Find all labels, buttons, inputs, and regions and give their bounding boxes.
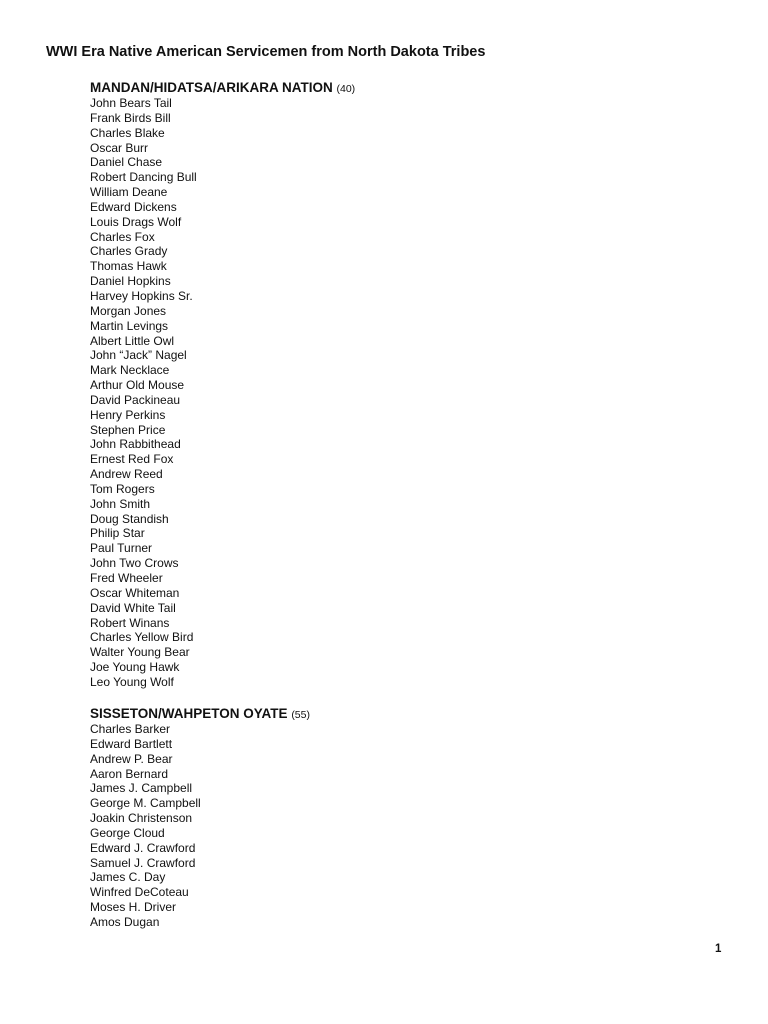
section-count: (55) (291, 709, 310, 721)
serviceman-name: Charles Fox (90, 229, 155, 244)
section-count: (40) (336, 83, 356, 95)
serviceman-name: John Bears Tail (90, 96, 172, 110)
serviceman-name: Harvey Hopkins Sr. (90, 288, 193, 303)
serviceman-name: James J. Campbell (90, 781, 193, 796)
serviceman-name: David White Tail (90, 600, 176, 615)
serviceman-name: Edward J. Crawford (90, 840, 196, 855)
document-title: WWI Era Native American Servicemen from North Dakota Tribes (46, 44, 486, 60)
serviceman-name: Andrew P. Bear (90, 751, 173, 766)
serviceman-name: Oscar Whiteman (90, 585, 180, 600)
serviceman-name: Leo Young Wolf (90, 674, 174, 689)
serviceman-name: Albert Little Owl (90, 333, 175, 348)
serviceman-name: Ernest Red Fox (90, 452, 174, 467)
serviceman-name: William Deane (90, 185, 168, 200)
serviceman-name: Tom Rogers (90, 481, 155, 496)
serviceman-name: Edward Bartlett (90, 736, 173, 751)
serviceman-name: Doug Standish (90, 511, 169, 526)
serviceman-name: Moses H. Driver (90, 900, 177, 915)
serviceman-name: Arthur Old Mouse (90, 378, 185, 393)
section-heading (90, 79, 355, 96)
serviceman-name: Robert Dancing Bull (90, 170, 197, 185)
serviceman-name: Fred Wheeler (90, 571, 163, 585)
name-list (90, 96, 355, 690)
serviceman-name: Daniel Hopkins (90, 274, 171, 289)
serviceman-name: Mark Necklace (90, 363, 170, 378)
serviceman-name: Charles Blake (90, 125, 165, 140)
serviceman-name: Samuel J. Crawford (90, 855, 196, 870)
serviceman-name: Charles Grady (90, 244, 168, 259)
serviceman-name: Charles Barker (90, 722, 171, 736)
section-mandan-hidatsa-arikara (90, 79, 355, 690)
serviceman-name: Martin Levings (90, 318, 169, 333)
section-title: SISSETON/WAHPETON OYATE (90, 706, 288, 721)
serviceman-name: John Rabbithead (90, 437, 181, 452)
serviceman-name: Edward Dickens (90, 199, 177, 214)
serviceman-name: Amos Dugan (90, 914, 160, 929)
serviceman-name: Stephen Price (90, 422, 166, 437)
serviceman-name: Louis Drags Wolf (90, 214, 182, 229)
serviceman-name: Andrew Reed (90, 467, 163, 482)
serviceman-name: Philip Star (90, 526, 145, 541)
serviceman-name: Frank Birds Bill (90, 110, 171, 125)
serviceman-name: Joakin Christenson (90, 811, 193, 826)
section-title: MANDAN/HIDATSA/ARIKARA NATION (90, 80, 333, 95)
section-heading (90, 705, 310, 722)
serviceman-name: Charles Yellow Bird (90, 630, 194, 645)
serviceman-name: Oscar Burr (90, 140, 149, 155)
serviceman-name: Morgan Jones (90, 303, 167, 318)
section-sisseton-wahpeton (90, 705, 310, 930)
serviceman-name: John Smith (90, 496, 151, 511)
name-list (90, 722, 310, 930)
serviceman-name: Henry Perkins (90, 407, 166, 422)
serviceman-name: Paul Turner (90, 541, 153, 556)
serviceman-name: Robert Winans (90, 615, 170, 630)
serviceman-name: Walter Young Bear (90, 645, 190, 660)
serviceman-name: David Packineau (90, 392, 181, 407)
serviceman-name: George Cloud (90, 825, 165, 840)
serviceman-name: George M. Campbell (90, 796, 201, 811)
serviceman-name: Daniel Chase (90, 155, 163, 170)
serviceman-name: Joe Young Hawk (90, 660, 180, 675)
serviceman-name: Winfred DeCoteau (90, 885, 189, 900)
page-number: 1 (715, 943, 722, 955)
serviceman-name: James C. Day (90, 870, 166, 885)
serviceman-name: John “Jack” Nagel (90, 348, 187, 363)
serviceman-name: John Two Crows (90, 556, 179, 571)
serviceman-name: Aaron Bernard (90, 766, 169, 781)
serviceman-name: Thomas Hawk (90, 259, 167, 274)
